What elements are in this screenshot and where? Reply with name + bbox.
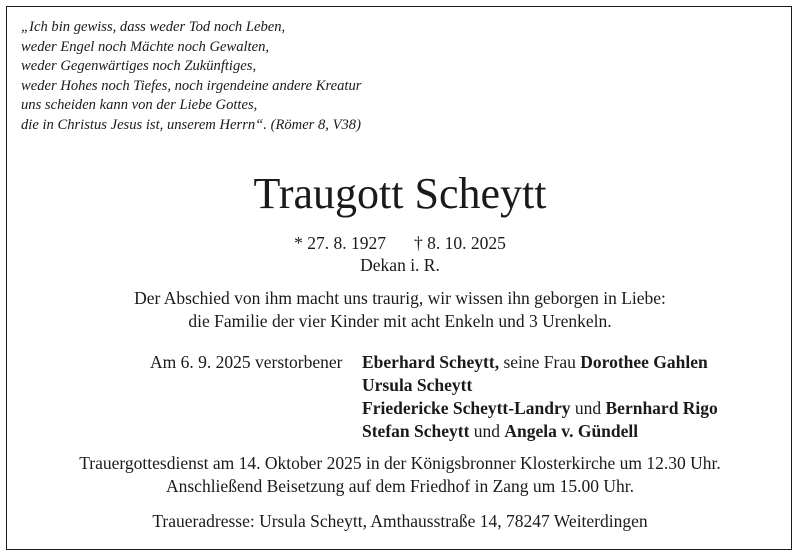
farewell-line: Der Abschied von ihm macht uns traurig, wir wissen ihn geborgen in Liebe: (134, 288, 666, 308)
family-member: Angela v. Gündell (504, 421, 639, 441)
farewell-text (0, 287, 800, 333)
family-member: Friedericke Scheytt-Landry (362, 398, 571, 418)
family-member: Dorothee Gahlen (580, 352, 708, 372)
service-line: Trauergottesdienst am 14. Oktober 2025 in der Königsbronner Klosterkirche um 12.30 Uhr. (79, 453, 721, 473)
family-row (362, 374, 472, 397)
service-line: Anschließend Beisetzung auf dem Friedhof in Zang um 15.00 Uhr. (165, 476, 635, 496)
deceased-name: Traugott Scheytt (253, 169, 547, 218)
family-conjunction: und (574, 398, 602, 418)
quote-line: weder Engel noch Mächte noch Gewalten, (21, 38, 270, 55)
quote-line: weder Gegenwärtiges noch Zukünftiges, (21, 58, 257, 75)
family-member: Eberhard Scheytt, (362, 352, 500, 372)
mourning-address: Traueradresse: Ursula Scheytt, Amthausstraße 14, 78247 Weiterdingen (152, 511, 648, 531)
family-member: Ursula Scheytt (362, 375, 473, 395)
life-dates (0, 232, 800, 254)
family-row (362, 397, 718, 420)
deceased-title: Dekan i. R. (360, 255, 440, 275)
bible-quote (21, 18, 361, 136)
quote-line: uns scheiden kann von der Liebe Gottes, (21, 97, 258, 114)
quote-line: weder Hohes noch Tiefes, noch irgendeine andere Kreatur (21, 77, 362, 94)
birth-date: * 27. 8. 1927 (294, 233, 386, 253)
family-member: Bernhard Rigo (605, 398, 718, 418)
family-lead: Am 6. 9. 2025 verstorbener (150, 352, 343, 372)
quote-line: „Ich bin gewiss, dass weder Tod noch Leben, (21, 19, 286, 35)
family-conjunction: und (473, 421, 501, 441)
family-row (362, 420, 638, 443)
service-info (0, 452, 800, 498)
family-row (362, 351, 708, 374)
family-conjunction: seine Frau (503, 352, 576, 372)
family-member: Stefan Scheytt (362, 421, 470, 441)
farewell-line: die Familie der vier Kinder mit acht Enkeln und 3 Urenkeln. (188, 311, 612, 331)
quote-line: die in Christus Jesus ist, unserem Herrn“. (Römer 8, V38) (21, 116, 361, 133)
death-date: † 8. 10. 2025 (414, 233, 506, 253)
